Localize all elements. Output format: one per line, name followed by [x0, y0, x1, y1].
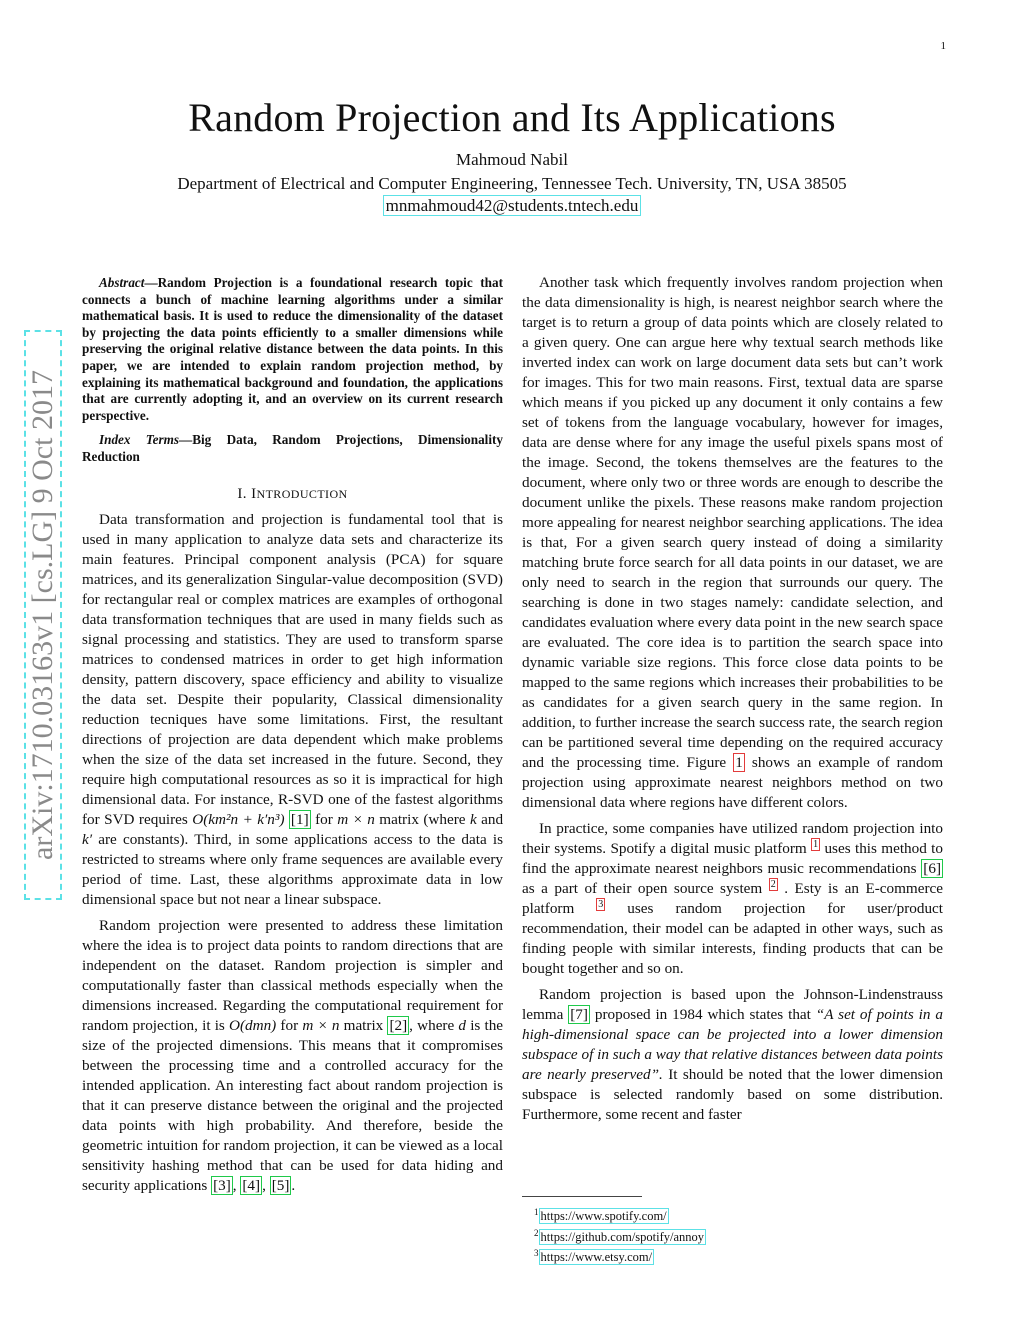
author-email-link[interactable]: mnmahmoud42@students.tntech.edu [383, 195, 642, 216]
footnote-1: $^1$ https://www.spotify.com/ [534, 1207, 667, 1224]
index-terms-label: Index Terms [99, 432, 180, 448]
arxiv-stamp-text[interactable]: arXiv:1710.03163v1 [cs.LG] 9 Oct 2017 [24, 330, 62, 900]
figure-1-link[interactable]: 1 [735, 754, 743, 771]
rp-complexity-formula: O(dmn) [229, 1016, 277, 1034]
abstract-text: —Random Projection is a foundational research topic that connects a bunch of machine learning algorithms under a similar mathematical basis. It is used to reduce the dimensionality of the dataset by projecting the data points efficiently to a smaller dimensions while preserving the original relative distance between the data points. In this paper, we are intended to explain random projection method, by explaining its mathematical background and foundation, the applications that are currently adopting it, and an overview on its current research perspective. [82, 275, 503, 423]
page-number: 1 [940, 40, 946, 52]
footnote-url-3[interactable]: https://www.etsy.com/ [540, 1250, 653, 1265]
footnote-url-2[interactable]: https://github.com/spotify/annoy [540, 1229, 705, 1244]
arxiv-stamp[interactable] [24, 330, 62, 900]
abstract [82, 275, 503, 466]
intro-paragraph-3: Another task which frequently involves random projection when the data dimensionality is high, is nearest neighbor search where the target is to return a group of data points which are closely related to a given query. One can argue here why textual search methods like inverted index can work on large document data sets but can’t work for images. This for two main reasons. First, textual data are sparse which means if you picked up any document it only contains a few set of tokens from the language vocabulary, however for images, data are dense where for any image the useful pixels spans most of the image. Second, the tokens themselves are the features to the document, where only two or three words are enough to describe the document unlike the pixels. These reasons make random projection more appealing for nearest neighbor searching applications. The idea is that, For a given search query instead of doing a similarity matching brute force search for all data points in our dataset, we are only need to search in the region that surrounds our query. The searching is done in two stages namely: candidate selection, and candidates evaluation where every data point in the new search space are evaluated. The core idea is to partition the search space into dynamic variable size regions. This force close data points to be mapped to the same regions which increases their probabilities to be as candidates for a given search query in the same region. In addition, to further increase the search success rate, the search region can be partitioned several time depending on the required accuracy and the processing time. Figure 1 shows an example of random projection using approximate nearest neighbors method on two dimensional data where regions have different colors. [522, 274, 944, 811]
citation-7[interactable]: [7] [570, 1006, 588, 1023]
paper-title: Random Projection and Its Applications [188, 95, 836, 140]
citation-4[interactable]: [4] [242, 1176, 261, 1194]
abstract-label: Abstract [99, 275, 145, 290]
left-column [82, 275, 503, 1196]
intro-paragraph-1: Data transformation and projection is fundamental tool that is used in many application to analyze data sets and characterize its main features. Principal component analysis (PCA) for square matrices, and its generalization Singular-value decomposition (SVD) for rectangular real or complex matrices are examples of orthogonal data transformation techniques that are used in many fields such as signal processing and statistics. They are used to transform sparse matrices to condensed matrices in order to get high information density, pattern discovery, space efficiency and ability to visualize the data set. Despite their popularity, Classical dimensionality reduction tecniques have some limitations. First, the resultant directions of projection are data dependent which make problems when the size of the data set increased in the future. Second, they require high computational resources as so it is impractical for high dimensional data. For instance, R-SVD one of the fastest algorithms for SVD requires O(km²n + k′n³) [1] for m × n matrix (where k and k′ are constants). Third, in some applications access to the data is restricted to streams where only frame sequences are available every period of time. Last, these algorithms approximate data in low dimensional space but not near a linear subspace. [82, 510, 504, 908]
footnote-divider [522, 1196, 642, 1197]
section-heading-introduction: I. INTRODUCTION [237, 485, 348, 502]
footnote-2: $^2$ https://github.com/spotify/annoy [534, 1227, 705, 1244]
intro-paragraph-2: Random projection were presented to address these limitation where the idea is to project data points to random directions that are independent on the dataset. Random projection is simpler and computationally faster than classical methods especially when the dimensions increased. Regarding the computational requirement for random projection, it is O(dmn) for m × n matrix [2] , where d is the size of the projected dimensions. This means that it compromises between the processing time and a controlled accuracy for the intended application. An interesting fact about random projection is that it can preserve distance between the original and the projected data points with high probability. And therefore, beside the geometric intuition for random projection, it can be viewed as a local sensitivity hashing method that can be used for data hiding and security applications [3] , [4] , [5] . [82, 916, 504, 1194]
citation-5[interactable]: [5] [271, 1176, 290, 1194]
jl-lemma-quote: “A set of points in a high-dimensional space can be projected into a lower dimension subspace of in such a way that relative distances between data points are nearly preserved”. [522, 1006, 943, 1083]
citation-6[interactable]: [6] [923, 860, 942, 877]
footnote-ref-2[interactable]: 2 [770, 878, 776, 890]
author-affiliation: Department of Electrical and Computer Engineering, Tennessee Tech. University, TN, USA 38505 [177, 174, 847, 193]
footnote-3: $^3$ https://www.etsy.com/ [534, 1248, 653, 1265]
author-name: Mahmoud Nabil [456, 150, 568, 169]
citation-3[interactable]: [3] [213, 1176, 231, 1194]
right-column [522, 273, 943, 1125]
footnote-ref-1[interactable]: 1 [813, 838, 819, 850]
svd-complexity-formula: O(km²n + k′n³) [192, 810, 285, 828]
footnote-ref-3[interactable]: 3 [598, 898, 604, 910]
intro-paragraph-5: Random projection is based upon the Johnson-Lindenstrauss lemma [7] proposed in 1984 which states that “A set of points in a high-dimensional space can be projected into a lower dimension subspace of in such a way that relative distances between data points are nearly preserved”. It should be noted that the lower dimension subspace is selected randomly based on some distribution. Furthermore, some recent and faster [522, 986, 943, 1123]
citation-1[interactable]: [1] [290, 810, 309, 828]
citation-2[interactable]: [2] [389, 1016, 408, 1034]
index-terms-text: —Big Data, Random Projections, Dimensionality Reduction [82, 432, 503, 464]
intro-paragraph-4: In practice, some companies have utilized random projection into their systems. Spotify a digital music platform $^1$ uses this method to find the approximate nearest neighbors music recommendations [6] as a part of their open source system $^2$ . Esty is an E-commerce platform $^3$ uses random projection for user/product recommendation, their model can be adapted in other ways, such as finding people with similar interests, finding products that can be bought together and so on. [522, 820, 944, 977]
footnotes [534, 1204, 706, 1266]
footnote-url-1[interactable]: https://www.spotify.com/ [540, 1209, 667, 1224]
